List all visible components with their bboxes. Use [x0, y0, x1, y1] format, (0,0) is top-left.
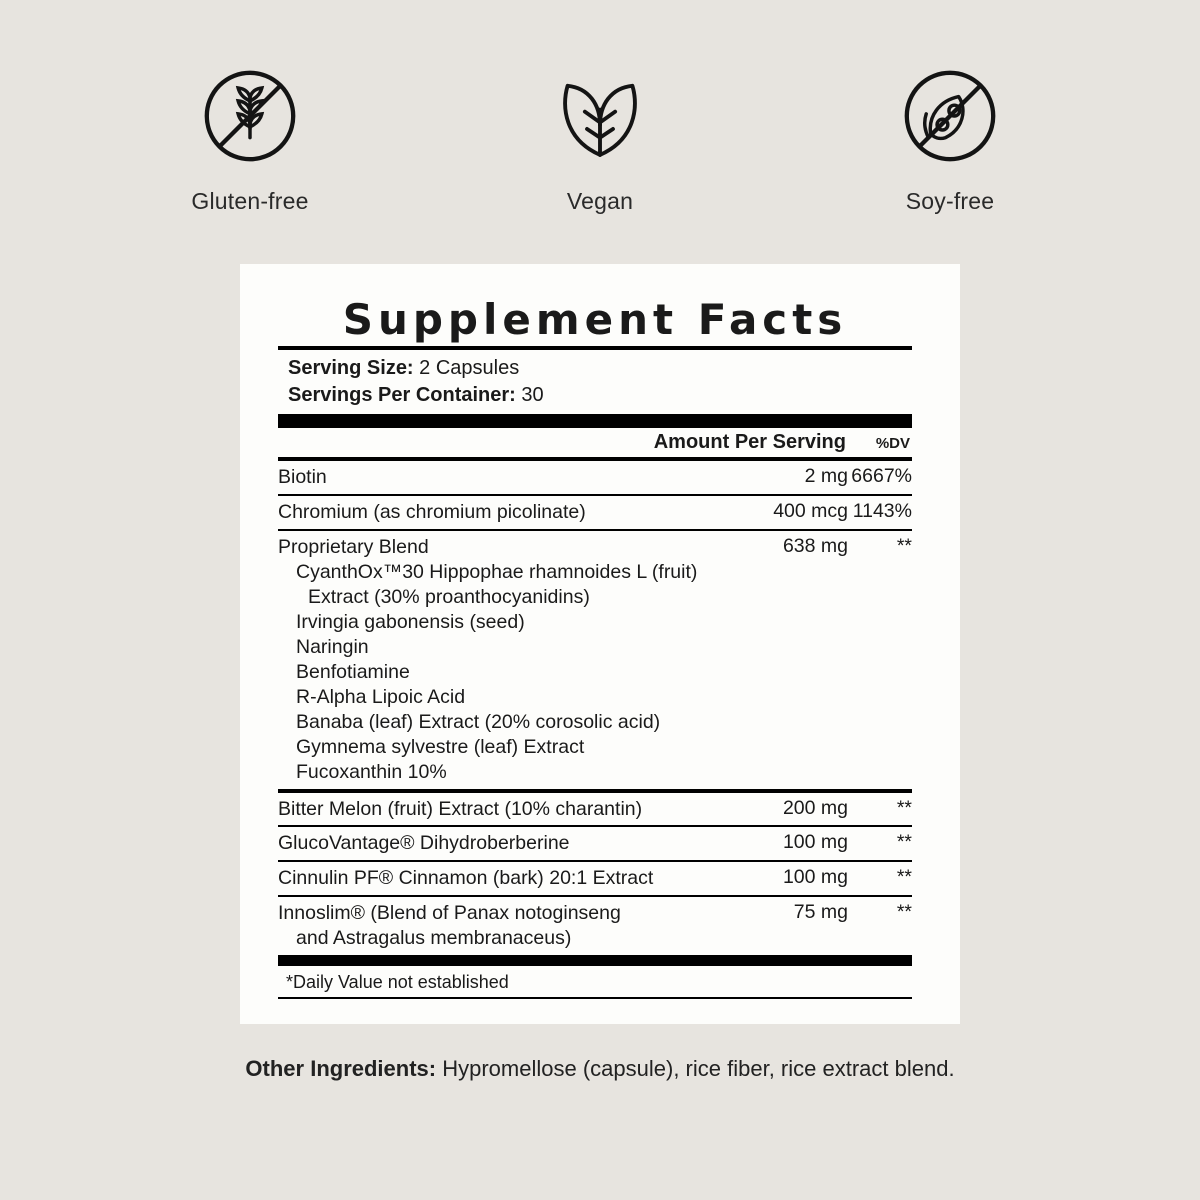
- nutrient-name: Innoslim® (Blend of Panax notoginseng: [278, 902, 621, 925]
- supplement-facts-title: Supplement Facts: [342, 295, 848, 344]
- serving-size-row: [288, 355, 912, 382]
- blend-sub-item: Benfotiamine: [296, 660, 410, 683]
- certification-badges: [0, 0, 1200, 215]
- supplement-facts-panel: [240, 264, 960, 1024]
- nutrient-dv: **: [848, 530, 912, 791]
- supplement-facts-table: [278, 296, 912, 999]
- blend-sub-item: Gymnema sylvestre (leaf) Extract: [296, 735, 585, 758]
- nutrient-name: Biotin: [278, 459, 728, 495]
- serving-size-value: 2 Capsules: [419, 357, 520, 380]
- soybean-crossed-icon: [896, 62, 1004, 170]
- blend-sub-item: Naringin: [296, 635, 369, 658]
- wheat-crossed-icon: [196, 62, 304, 170]
- badge-label: Gluten-free: [191, 188, 309, 214]
- nutrient-name: Chromium (as chromium picolinate): [278, 495, 728, 530]
- badge-soy-free: [860, 62, 1040, 215]
- table-row: [278, 495, 912, 530]
- table-row: [278, 896, 912, 955]
- amount-per-serving-header-row: [278, 428, 912, 457]
- blend-sub-item: Banaba (leaf) Extract (20% corosolic acid): [296, 710, 661, 733]
- nutrient-table: [278, 457, 912, 955]
- nutrient-dv: 1143%: [848, 495, 912, 530]
- servings-per-container-row: [288, 382, 912, 409]
- other-ingredients: [0, 1052, 1200, 1085]
- nutrient-name-line2: and Astragalus membranaceus): [296, 927, 572, 950]
- blend-sub-item: R-Alpha Lipoic Acid: [296, 685, 466, 708]
- nutrient-name: GlucoVantage® Dihydroberberine: [278, 826, 728, 861]
- badge-vegan: [510, 62, 690, 215]
- table-row-proprietary-blend: [278, 530, 912, 791]
- servings-per-container-value: 30: [521, 384, 544, 407]
- nutrient-amount: 638 mg: [728, 530, 848, 791]
- other-ingredients-label: Other Ingredients:: [245, 1056, 437, 1081]
- blend-sub-item: CyanthOx™30 Hippophae rhamnoides L (fruit): [296, 560, 698, 583]
- divider-thick: [278, 955, 912, 966]
- nutrient-amount: 2 mg: [728, 459, 848, 495]
- table-row: [278, 459, 912, 495]
- blend-sub-item: Extract (30% proanthocyanidins): [308, 585, 590, 608]
- nutrient-dv: **: [848, 826, 912, 861]
- table-row: [278, 791, 912, 827]
- nutrient-dv: **: [848, 791, 912, 827]
- blend-sub-item: Fucoxanthin 10%: [296, 760, 447, 783]
- serving-info: [278, 350, 912, 414]
- nutrient-name-group: [278, 530, 728, 791]
- serving-size-label: Serving Size:: [288, 357, 414, 380]
- amount-per-serving-header: Amount Per Serving: [653, 431, 846, 454]
- other-ingredients-text: Hypromellose (capsule), rice fiber, rice extract blend.: [442, 1056, 955, 1081]
- divider: [278, 997, 912, 999]
- badge-gluten-free: [160, 62, 340, 215]
- blend-sub-item: Irvingia gabonensis (seed): [296, 610, 525, 633]
- nutrient-amount: 100 mg: [728, 826, 848, 861]
- badge-label: Soy-free: [905, 188, 995, 214]
- dv-header: %DV: [875, 435, 910, 453]
- nutrient-name: Cinnulin PF® Cinnamon (bark) 20:1 Extract: [278, 861, 728, 896]
- daily-value-footnote: *Daily Value not established: [286, 972, 509, 993]
- nutrient-name: Bitter Melon (fruit) Extract (10% charantin): [278, 791, 728, 827]
- nutrient-amount: 400 mcg: [728, 495, 848, 530]
- table-row: [278, 861, 912, 896]
- nutrient-name: Proprietary Blend: [278, 536, 429, 558]
- badge-label: Vegan: [566, 188, 634, 214]
- nutrient-amount: 75 mg: [728, 896, 848, 955]
- table-row: [278, 826, 912, 861]
- servings-per-container-label: Servings Per Container:: [288, 384, 516, 407]
- nutrient-amount: 200 mg: [728, 791, 848, 827]
- divider-thick: [278, 414, 912, 428]
- nutrient-dv: **: [848, 896, 912, 955]
- nutrient-dv: 6667%: [848, 459, 912, 495]
- leaf-icon: [546, 62, 654, 170]
- nutrient-dv: **: [848, 861, 912, 896]
- nutrient-amount: 100 mg: [728, 861, 848, 896]
- nutrient-name-group: [278, 896, 728, 955]
